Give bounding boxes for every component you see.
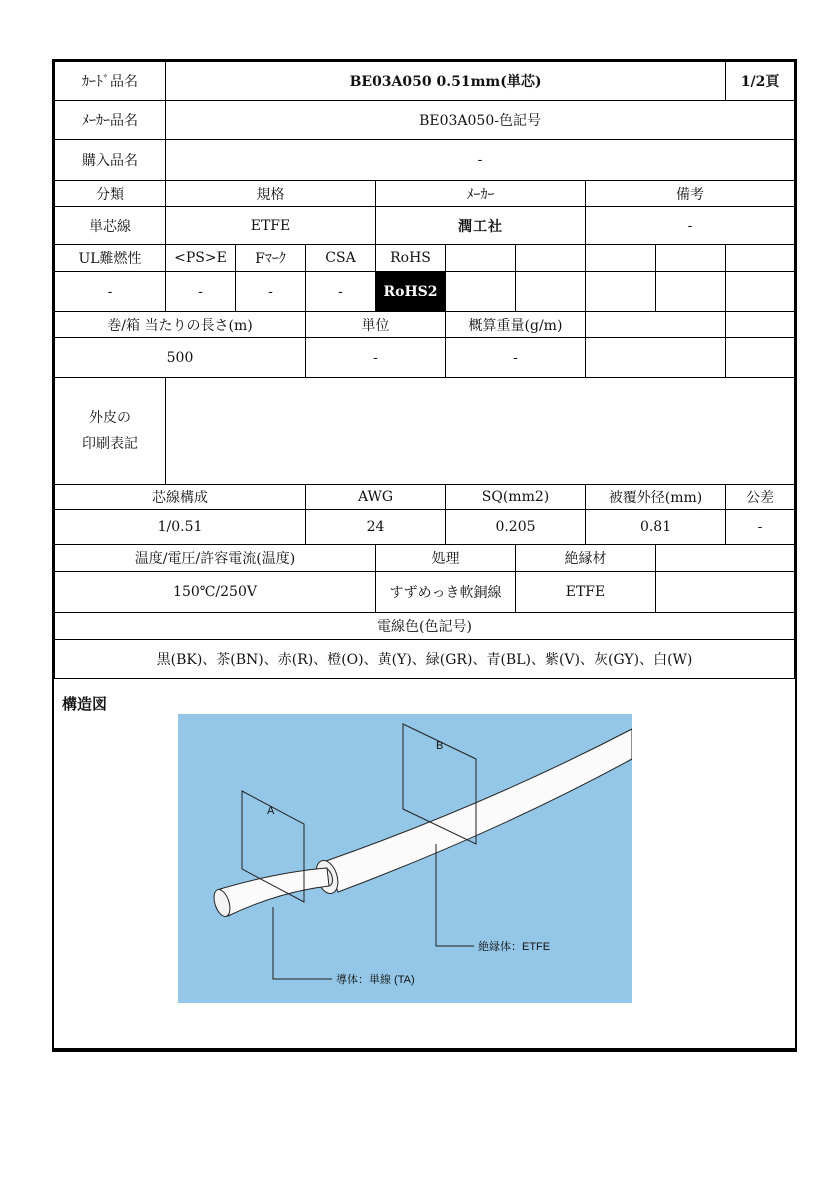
cert-header-fmark: Fﾏｰｸ — [236, 245, 306, 272]
cons-header-tolerance: 公差 — [726, 485, 795, 510]
rating-value-insulation: ETFE — [516, 572, 656, 613]
cert-header-empty — [516, 245, 586, 272]
cert-value-empty — [726, 272, 795, 312]
cert-header-empty — [726, 245, 795, 272]
pack-header-length: 巻/箱 当たりの長さ(m) — [55, 312, 306, 338]
class-value-remarks: - — [586, 207, 795, 245]
cert-header-csa: CSA — [306, 245, 376, 272]
cons-header-sq: SQ(mm2) — [446, 485, 586, 510]
cons-value-od: 0.81 — [586, 510, 726, 545]
class-header-category: 分類 — [55, 181, 166, 207]
cert-value-fmark: - — [236, 272, 306, 312]
cert-header-empty — [586, 245, 656, 272]
pack-header-empty — [726, 312, 795, 338]
pack-value-weight: - — [446, 338, 586, 378]
cert-header-empty — [656, 245, 726, 272]
cert-header-ul: UL難燃性 — [55, 245, 166, 272]
callout-insulation: 絶縁体：ETFE — [478, 941, 551, 953]
rating-header-empty — [656, 545, 795, 572]
cert-value-ul: - — [55, 272, 166, 312]
spec-table — [54, 61, 795, 679]
diagram-title: 構造図 — [62, 695, 108, 713]
rating-value-temp: 150℃/250V — [55, 572, 376, 613]
print-value — [166, 378, 795, 485]
cons-header-awg: AWG — [306, 485, 446, 510]
cons-header-od: 被覆外径(mm) — [586, 485, 726, 510]
cert-value-empty — [586, 272, 656, 312]
cert-value-csa: - — [306, 272, 376, 312]
pack-value-empty — [726, 338, 795, 378]
pack-value-unit: - — [306, 338, 446, 378]
cons-value-sq: 0.205 — [446, 510, 586, 545]
cons-header-strand: 芯線構成 — [55, 485, 306, 510]
rating-header-temp: 温度/電圧/許容電流(温度) — [55, 545, 376, 572]
page-number: 1/2頁 — [726, 62, 795, 101]
cons-value-awg: 24 — [306, 510, 446, 545]
label-a: A — [267, 805, 275, 817]
rating-header-insulation: 絶縁材 — [516, 545, 656, 572]
purchase-name-value: - — [166, 140, 795, 181]
structure-diagram-area — [54, 683, 795, 1048]
class-value-category: 単芯線 — [55, 207, 166, 245]
rating-value-treatment: すずめっき軟銅線 — [376, 572, 516, 613]
cons-value-strand: 1/0.51 — [55, 510, 306, 545]
maker-name-value: BE03A050-色記号 — [166, 101, 795, 140]
pack-header-weight: 概算重量(g/m) — [446, 312, 586, 338]
class-header-remarks: 備考 — [586, 181, 795, 207]
class-value-standard: ETFE — [166, 207, 376, 245]
pack-value-length: 500 — [55, 338, 306, 378]
print-label-line1: 外皮の — [89, 410, 131, 426]
callout-conductor: 導体：単線 (TA) — [336, 974, 415, 986]
rohs-badge: RoHS2 — [376, 272, 446, 312]
cert-value-empty — [446, 272, 516, 312]
pack-header-unit: 単位 — [306, 312, 446, 338]
maker-name-label: ﾒｰｶｰ品名 — [55, 101, 166, 140]
cons-value-tolerance: - — [726, 510, 795, 545]
purchase-name-label: 購入品名 — [55, 140, 166, 181]
print-label — [55, 378, 166, 485]
colors-list: 黒(BK)、茶(BN)、赤(R)、橙(O)、黄(Y)、緑(GR)、青(BL)、紫(V)、灰(GY)、白(W) — [55, 640, 795, 679]
print-label-line2: 印刷表記 — [82, 436, 138, 452]
label-b: B — [436, 740, 444, 752]
pack-value-empty — [586, 338, 726, 378]
pack-header-empty — [586, 312, 726, 338]
colors-header: 電線色(色記号) — [55, 613, 795, 640]
rating-header-treatment: 処理 — [376, 545, 516, 572]
card-name-label: ｶｰﾄﾞ品名 — [55, 62, 166, 101]
card-name-value: BE03A050 0.51mm(単芯) — [166, 62, 726, 101]
cert-header-pse: <PS>E — [166, 245, 236, 272]
spec-sheet — [52, 59, 797, 1052]
class-header-maker: ﾒｰｶｰ — [376, 181, 586, 207]
cert-value-empty — [656, 272, 726, 312]
cert-value-empty — [516, 272, 586, 312]
wire-structure-diagram — [178, 714, 632, 1003]
rating-value-empty — [656, 572, 795, 613]
class-value-maker: 潤工社 — [376, 207, 586, 245]
class-header-standard: 規格 — [166, 181, 376, 207]
cert-header-rohs: RoHS — [376, 245, 446, 272]
cert-value-pse: - — [166, 272, 236, 312]
cert-header-empty — [446, 245, 516, 272]
